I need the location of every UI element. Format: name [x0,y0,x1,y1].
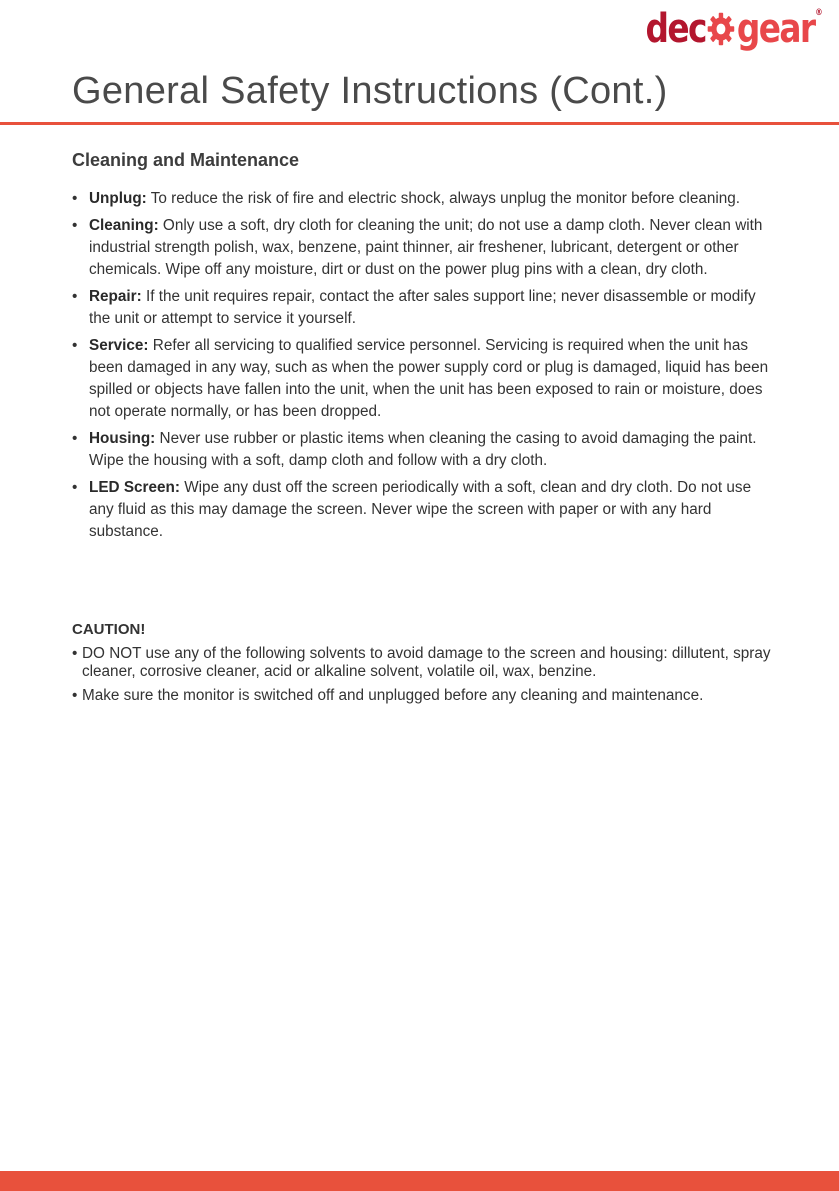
title-divider [0,122,839,125]
bullet-icon: • [72,687,78,704]
instruction-term: Unplug: [89,190,147,207]
page-title: General Safety Instructions (Cont.) [72,70,668,112]
brand-logo [607,6,821,52]
instruction-unplug [72,188,772,210]
footer-bar [0,1171,839,1191]
bullet-icon: • [72,337,78,354]
instruction-term: Cleaning: [89,217,159,234]
bullet-icon: • [72,430,78,447]
instruction-term: Repair: [89,288,142,305]
bullet-icon: • [72,479,78,496]
gear-icon [707,11,737,47]
instruction-housing [72,428,772,472]
bullet-icon: • [72,645,78,662]
instruction-led-screen [72,477,772,543]
instruction-term: Service: [89,337,149,354]
instruction-text: Wipe any dust off the screen periodically with a soft, clean and dry cloth. Do not use any fluid as this may damage the screen. Never wipe the screen with paper or with any hard substance. [89,479,752,540]
caution-text: DO NOT use any of the following solvents to avoid damage to the screen and housing: dillutent, spray cleaner, corrosive cleaner, acid or alkaline solvent, volatile oil, wax, benzine. [82,645,771,680]
instruction-term: Housing: [89,430,156,447]
instruction-text: If the unit requires repair, contact the after sales support line; never disassemble or modify the unit or attempt to service it yourself. [89,288,756,327]
caution-item-solvents [72,645,772,681]
instruction-text: Refer all servicing to qualified service personnel. Servicing is required when the unit has been damaged in any way, such as when the power supply cord or plug is damaged, liquid has been spilled or objects have fallen into the unit, when the unit has been exposed to rain or moisture, does not operate normally, or has been dropped. [89,337,769,420]
instruction-cleaning [72,215,772,281]
caution-heading: CAUTION! [72,621,146,638]
section-heading: Cleaning and Maintenance [72,150,300,170]
logo-text-gear: gear [736,6,815,52]
registered-mark: ® [815,8,821,18]
caution-list [72,645,772,711]
bullet-icon: • [72,217,78,234]
logo-text-dec: dec [645,6,706,52]
instruction-text: Only use a soft, dry cloth for cleaning the unit; do not use a damp cloth. Never clean with industrial strength polish, wax, benzene, paint thinner, air freshener, lubricant, detergent or other chemicals. Wipe off any moisture, dirt or dust on the power plug pins with a clean, dry cloth. [89,217,763,278]
instruction-text: Never use rubber or plastic items when cleaning the casing to avoid damaging the paint. Wipe the housing with a soft, damp cloth and follow with a dry cloth. [89,430,757,469]
bullet-icon: • [72,190,78,207]
cleaning-instructions-list [72,188,772,548]
instruction-term: LED Screen: [89,479,180,496]
instruction-text: To reduce the risk of fire and electric shock, always unplug the monitor before cleaning. [146,190,740,207]
bullet-icon: • [72,288,78,305]
caution-text: Make sure the monitor is switched off and unplugged before any cleaning and maintenance. [82,687,704,704]
instruction-service [72,335,772,423]
caution-item-unplug [72,687,772,705]
instruction-repair [72,286,772,330]
